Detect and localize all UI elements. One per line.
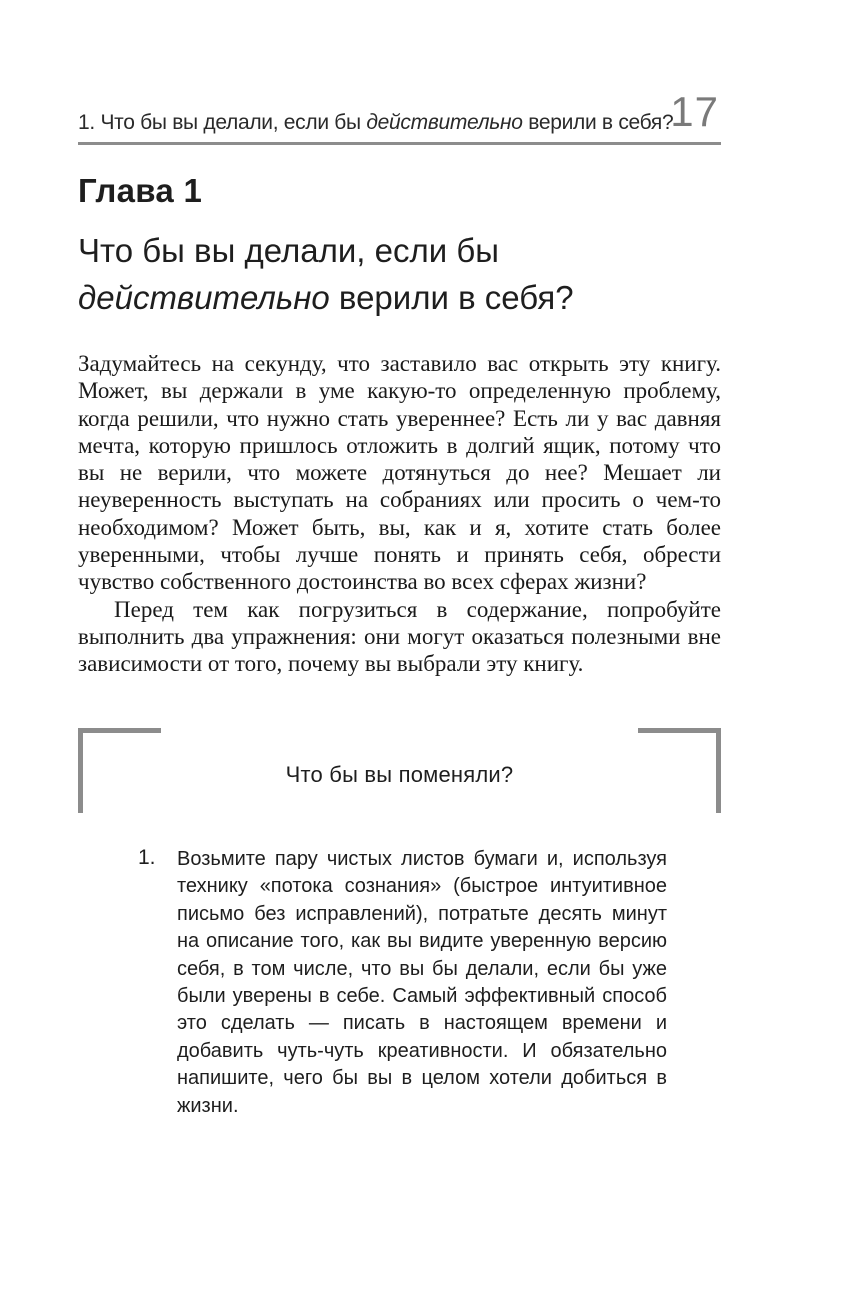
paragraph-2: Перед тем как погрузиться в содержание, попробуйте выполнить два упражнения: они могут оказаться полезными вне зависимости от того, почему вы выбрали эту книгу.: [78, 596, 721, 677]
chapter-title-line1: Что бы вы делали, если бы: [78, 232, 499, 269]
running-title: [78, 111, 673, 135]
chapter-title-italic: действительно: [78, 279, 330, 316]
exercise-title: Что бы вы поменяли?: [285, 762, 514, 787]
running-title-italic: действительно: [366, 111, 523, 134]
running-title-part1: 1. Что бы вы делали, если бы: [78, 111, 367, 134]
running-title-part2: верили в себя?: [522, 111, 674, 134]
body-text: [78, 350, 721, 678]
page-number: 17: [670, 88, 719, 135]
chapter-title-line2: верили в себя?: [329, 279, 574, 316]
exercise-item-text: Возьмите пару чистых листов бумаги и, используя технику «потока сознания» (быстрое интуитивное письмо без исправлений), потратьте десять минут на описание того, как вы видите уверенную версию себя, в том числе, что вы бы делали, если бы уже были уверены в себе. Самый эффективный способ это сделать — писать в настоящем времени и добавить чуть-чуть креативности. И обязательно напишите, чего бы вы в целом хотели добиться в жизни.: [177, 848, 667, 1117]
paragraph-1: Задумайтесь на секунду, что заставило вас открыть эту книгу. Может, вы держали в уме какую-то определенную проблему, когда решили, что нужно стать увереннее? Есть ли у вас давняя мечта, которую пришлось отложить в долгий ящик, потому что вы не верили, что можете дотянуться до нее? Мешает ли неуверенность выступать на собраниях или просить о чем-то необходимом? Может быть, вы, как и я, хотите стать более уверенными, чтобы лучше понять и принять себя, обрести чувство собственного достоинства во всех сферах жизни?: [78, 351, 721, 595]
chapter-label: Глава 1: [78, 172, 203, 209]
running-header: [78, 88, 721, 145]
exercise-box: [78, 728, 721, 808]
exercise-item-number: 1.: [138, 846, 156, 869]
chapter-title: [78, 227, 758, 321]
